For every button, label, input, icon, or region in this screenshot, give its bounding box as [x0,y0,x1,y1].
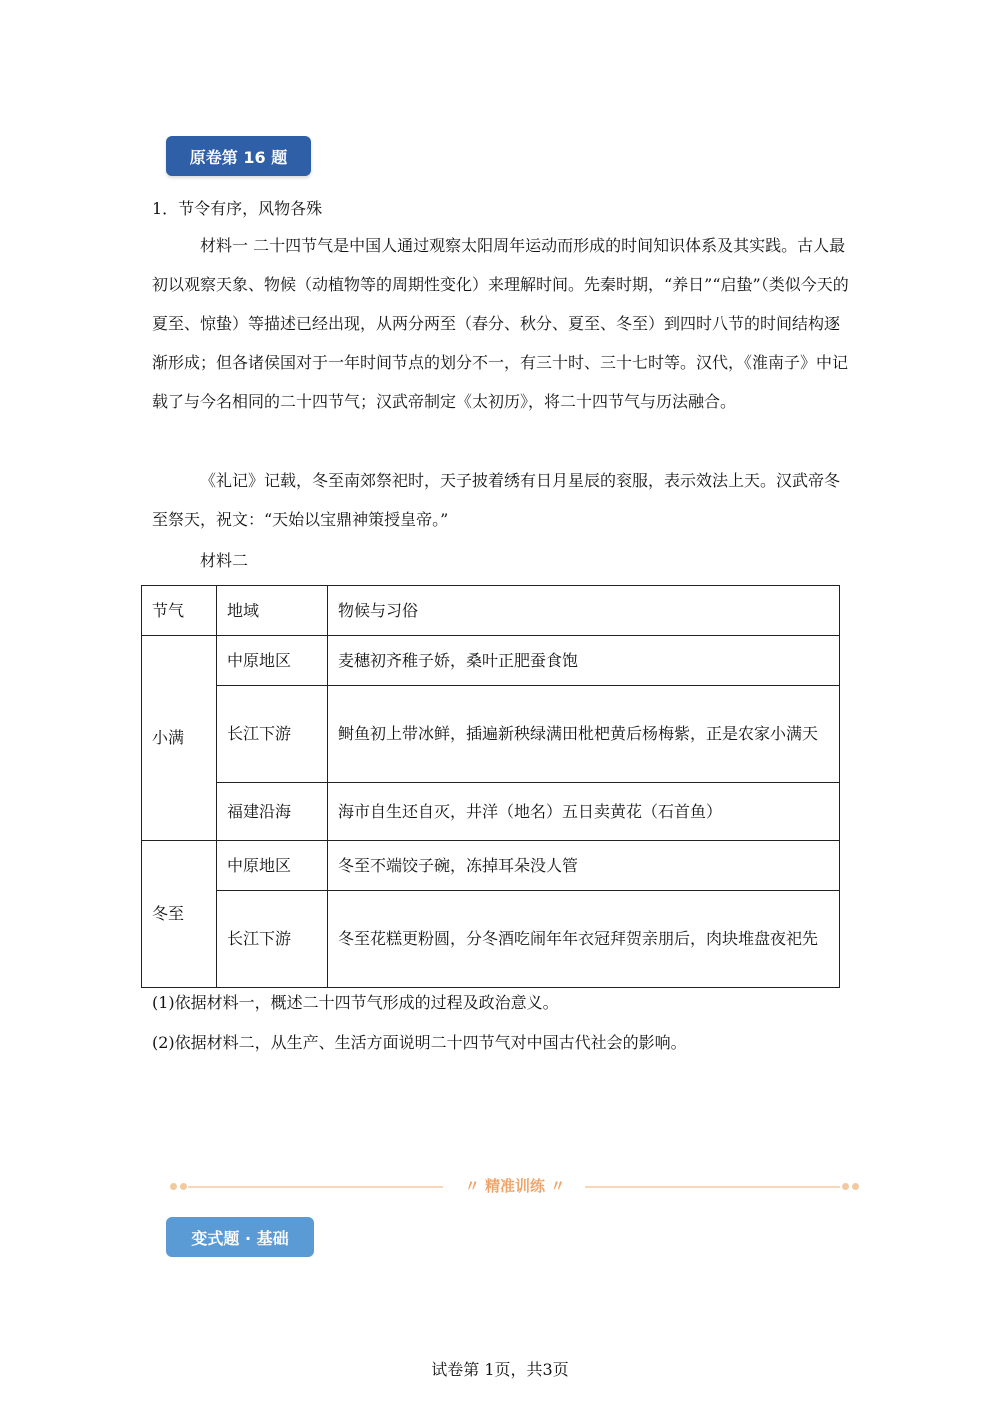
material-1-paragraph-2: 《礼记》记载，冬至南郊祭祀时，天子披着绣有日月星辰的衮服，表示效法上天。汉武帝冬至祭天，祝文：“天始以宝鼎神策授皇帝。” [152,471,841,529]
custom-cell: 麦穗初齐稚子娇，桑叶正肥蚕食饱 [328,636,840,686]
solar-terms-table [141,585,840,988]
table-header-cell: 节气 [142,586,217,636]
term-cell: 小满 [142,636,217,841]
divider-dot [852,1183,859,1190]
sub-question-2: (2)依据材料二，从生产、生活方面说明二十四节气对中国古代社会的影响。 [152,1033,687,1052]
question-title: 1．节令有序，风物各殊 [152,199,323,218]
sub-question-1: (1)依据材料一，概述二十四节气形成的过程及政治意义。 [152,993,559,1012]
material-1-paragraph: 材料一 二十四节气是中国人通过观察太阳周年运动而形成的时间知识体系及其实践。古人最初以观察天象、物候（动植物等的周期性变化）来理解时间。先秦时期，“养日”“启蛰”（类似今天的夏至、惊蛰）等描述已经出现，从两分两至（春分、秋分、夏至、冬至）到四时八节的时间结构逐渐形成；但各诸侯国对于一年时间节点的划分不一，有三十时、三十七时等。汉代，《淮南子》中记载了与今名相同的二十四节气；汉武帝制定《太初历》，将二十四节气与历法融合。 [152,236,849,411]
material-2-label: 材料二 [200,551,249,570]
original-question-badge: 原卷第 16 题 [166,136,311,176]
divider-line [188,1186,443,1188]
custom-cell: 冬至花糕更粉圆，分冬酒吃闹年年衣冠拜贺亲朋后，肉块堆盘夜祀先 [328,891,840,988]
divider-dot [170,1183,177,1190]
table-header-row [142,586,840,636]
region-cell: 长江下游 [217,891,328,988]
page-footer: 试卷第 1页，共3页 [431,1360,569,1379]
section-divider [170,1175,860,1199]
custom-cell: 海市自生还自灭，井洋（地名）五日卖黄花（石首鱼） [328,783,840,841]
precise-training-label: 〃 精准训练 〃 [464,1177,566,1195]
divider-dot [842,1183,849,1190]
custom-cell: 冬至不端饺子碗，冻掉耳朵没人管 [328,841,840,891]
table-row [142,686,840,783]
region-cell: 中原地区 [217,636,328,686]
table-row [142,841,840,891]
region-cell: 中原地区 [217,841,328,891]
table-header-cell: 物候与习俗 [328,586,840,636]
table-header-cell: 地域 [217,586,328,636]
term-cell: 冬至 [142,841,217,988]
region-cell: 福建沿海 [217,783,328,841]
table-row [142,636,840,686]
custom-cell: 鲥鱼初上带冰鲜，插遍新秧绿满田枇杷黄后杨梅紫，正是农家小满天 [328,686,840,783]
table-row [142,891,840,988]
divider-dot [180,1183,187,1190]
table-row [142,783,840,841]
divider-line [585,1186,840,1188]
variant-basic-badge: 变式题 · 基础 [166,1217,314,1257]
region-cell: 长江下游 [217,686,328,783]
